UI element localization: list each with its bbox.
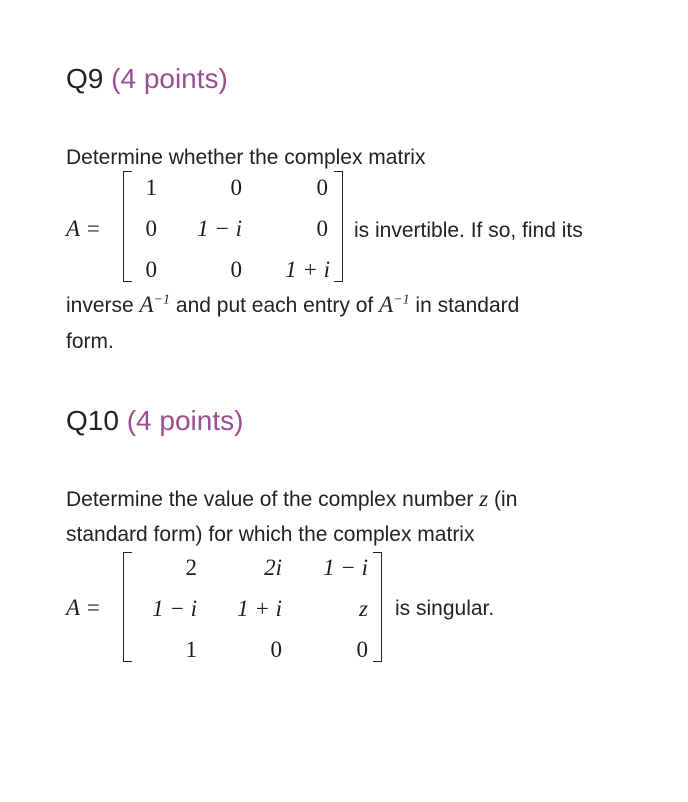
q9-cell-r2c1: 0 [145,216,157,241]
q10-right-bracket [373,552,382,662]
q10-cell-r1c3: 1 − i [323,555,368,580]
q9-cell-r1c2: 0 [230,175,242,200]
q9-line3 [66,292,519,318]
q10-cell-r2c1: 1 − i [152,596,197,621]
q9-left-bracket [123,171,132,282]
q9-cell-r2c3: 0 [316,216,328,241]
q10-heading [66,404,243,438]
q10-prompt-line2: standard form) for which the complex matrix [66,523,475,546]
q9-cell-r3c3: 1 + i [285,257,330,282]
q10-cell-r1c1: 2 [185,555,197,580]
q9-cell-r1c1: 1 [145,175,157,200]
q9-line3-b: and put each entry of [175,294,374,317]
q10-prompt-line1 [66,486,517,512]
q9-points: (4 points) [111,63,228,94]
q9-line4: form. [66,330,114,353]
q10-variable: z [479,486,489,511]
q9-inverse-2: $A^{-1}$ [379,292,410,317]
q9-inverse-1: $A^{-1}$ [139,292,171,317]
q9-matrix-label: A = [66,216,101,241]
q10-prompt-a: Determine the value of the complex number [66,488,474,511]
q10-cell-r3c3: 0 [356,637,368,662]
q10-cell-r3c1: 1 [185,637,197,662]
q10-cell-r2c2: 1 + i [237,596,282,621]
q9-cell-r3c2: 0 [230,257,242,282]
q9-line3-c: in standard [415,294,520,317]
q10-after-matrix: is singular. [395,597,495,620]
q10-points: (4 points) [126,405,244,436]
q10-cell-r1c2: 2i [264,555,282,580]
q10-left-bracket [123,552,132,662]
q9-heading [66,62,228,96]
q9-cell-r2c2: 1 − i [197,216,242,241]
q9-cell-r1c3: 0 [316,175,328,200]
q10-cell-r3c2: 0 [270,637,282,662]
q9-prompt: Determine whether the complex matrix [66,146,426,169]
q10-matrix-label: A = [66,595,101,620]
q9-after-matrix: is invertible. If so, find its [354,219,583,242]
q10-cell-r2c3: z [359,596,368,621]
q9-line3-a: inverse [66,294,134,317]
q9-number: Q9 [66,63,104,94]
q10-number: Q10 [66,405,119,436]
q10-prompt-b: (in [494,488,518,511]
q9-cell-r3c1: 0 [145,257,157,282]
q9-right-bracket [334,171,343,282]
